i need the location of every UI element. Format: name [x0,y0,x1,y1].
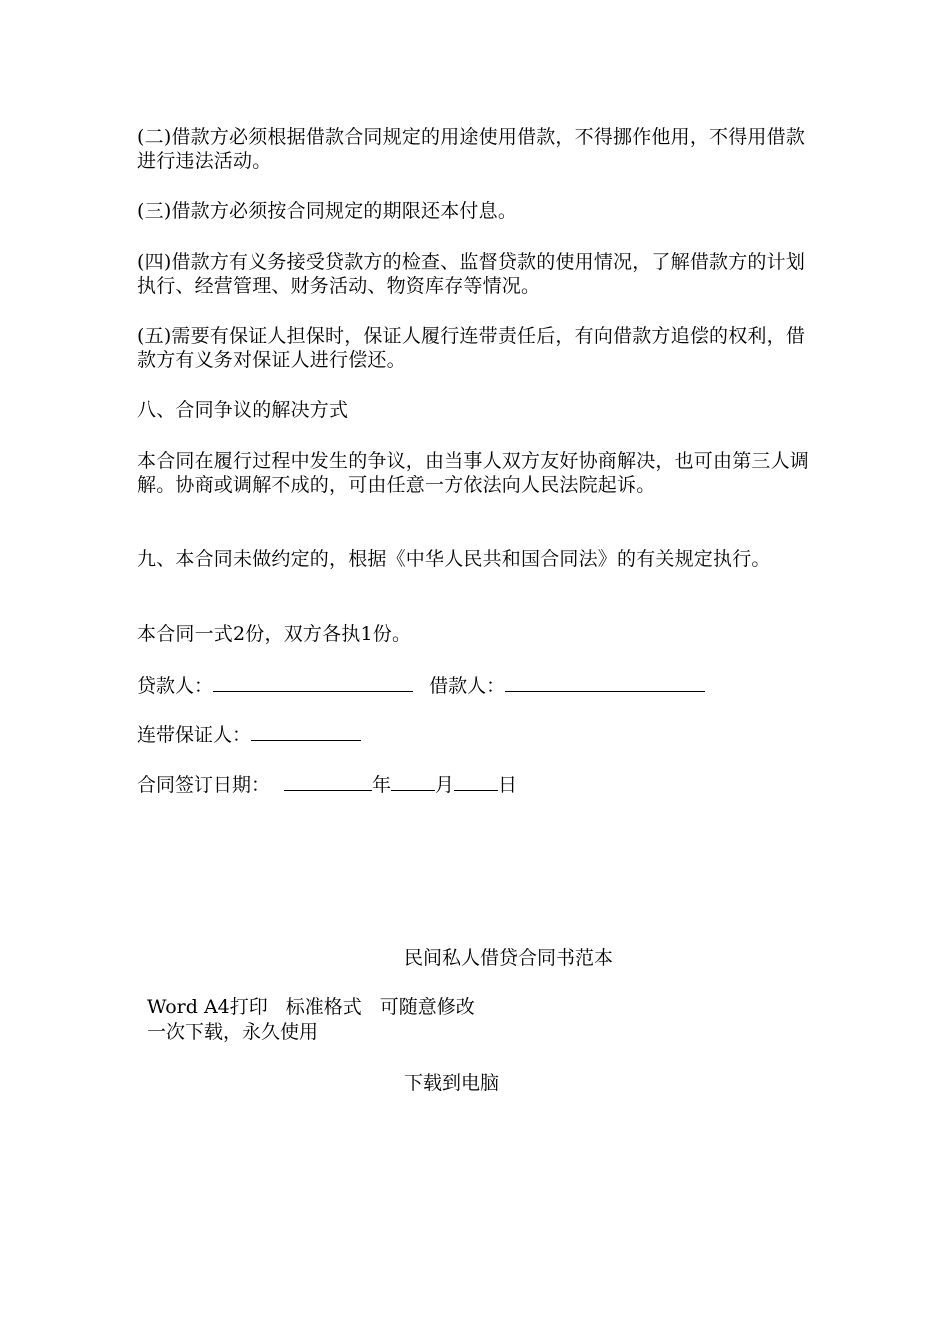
year-blank [284,772,372,791]
month-label: 月 [435,774,455,796]
clause-4: (四)借款方有义务接受贷款方的检查、监督贷款的使用情况，了解借款方的计划执行、经营管理、财务活动、物资库存等情况。 [137,251,806,297]
lender-borrower-signature-row [137,673,705,698]
borrower-label: 借款人： [429,675,506,697]
date-label: 合同签订日期： [137,774,271,796]
section-9: 九、本合同未做约定的，根据《中华人民共和国合同法》的有关规定执行。 [137,548,771,570]
lender-label: 贷款人： [137,675,214,697]
signing-date-row [137,772,517,797]
footer-once-download: 一次下载，永久使用 [147,1021,319,1043]
guarantor-signature-row [137,722,361,747]
day-label: 日 [498,774,518,796]
clause-2: (二)借款方必须根据借款合同规定的用途使用借款，不得挪作他用，不得用借款进行违法活动。 [137,126,806,172]
clause-3: (三)借款方必须按合同规定的期限还本付息。 [137,200,518,222]
lender-signature-blank [213,673,413,692]
month-blank [391,772,435,791]
feature-editable: 可随意修改 [379,996,475,1018]
footer-features [147,995,493,1019]
copies-clause: 本合同一式2份，双方各执1份。 [137,623,412,645]
feature-word-a4: Word A4打印 [147,996,268,1018]
section-8-heading: 八、合同争议的解决方式 [137,399,349,421]
download-to-computer-link[interactable]: 下载到电脑 [404,1072,500,1094]
footer-title: 民间私人借贷合同书范本 [404,947,614,969]
year-label: 年 [372,774,392,796]
section-8-body: 本合同在履行过程中发生的争议，由当事人双方友好协商解决，也可由第三人调解。协商或调解不成的，可由任意一方依法向人民法院起诉。 [137,450,810,496]
clause-5: (五)需要有保证人担保时，保证人履行连带责任后，有向借款方追偿的权利，借款方有义务对保证人进行偿还。 [137,325,806,371]
day-blank [454,772,498,791]
guarantor-label: 连带保证人： [137,724,252,746]
guarantor-signature-blank [251,722,361,741]
feature-standard-format: 标准格式 [285,996,362,1018]
borrower-signature-blank [505,673,705,692]
